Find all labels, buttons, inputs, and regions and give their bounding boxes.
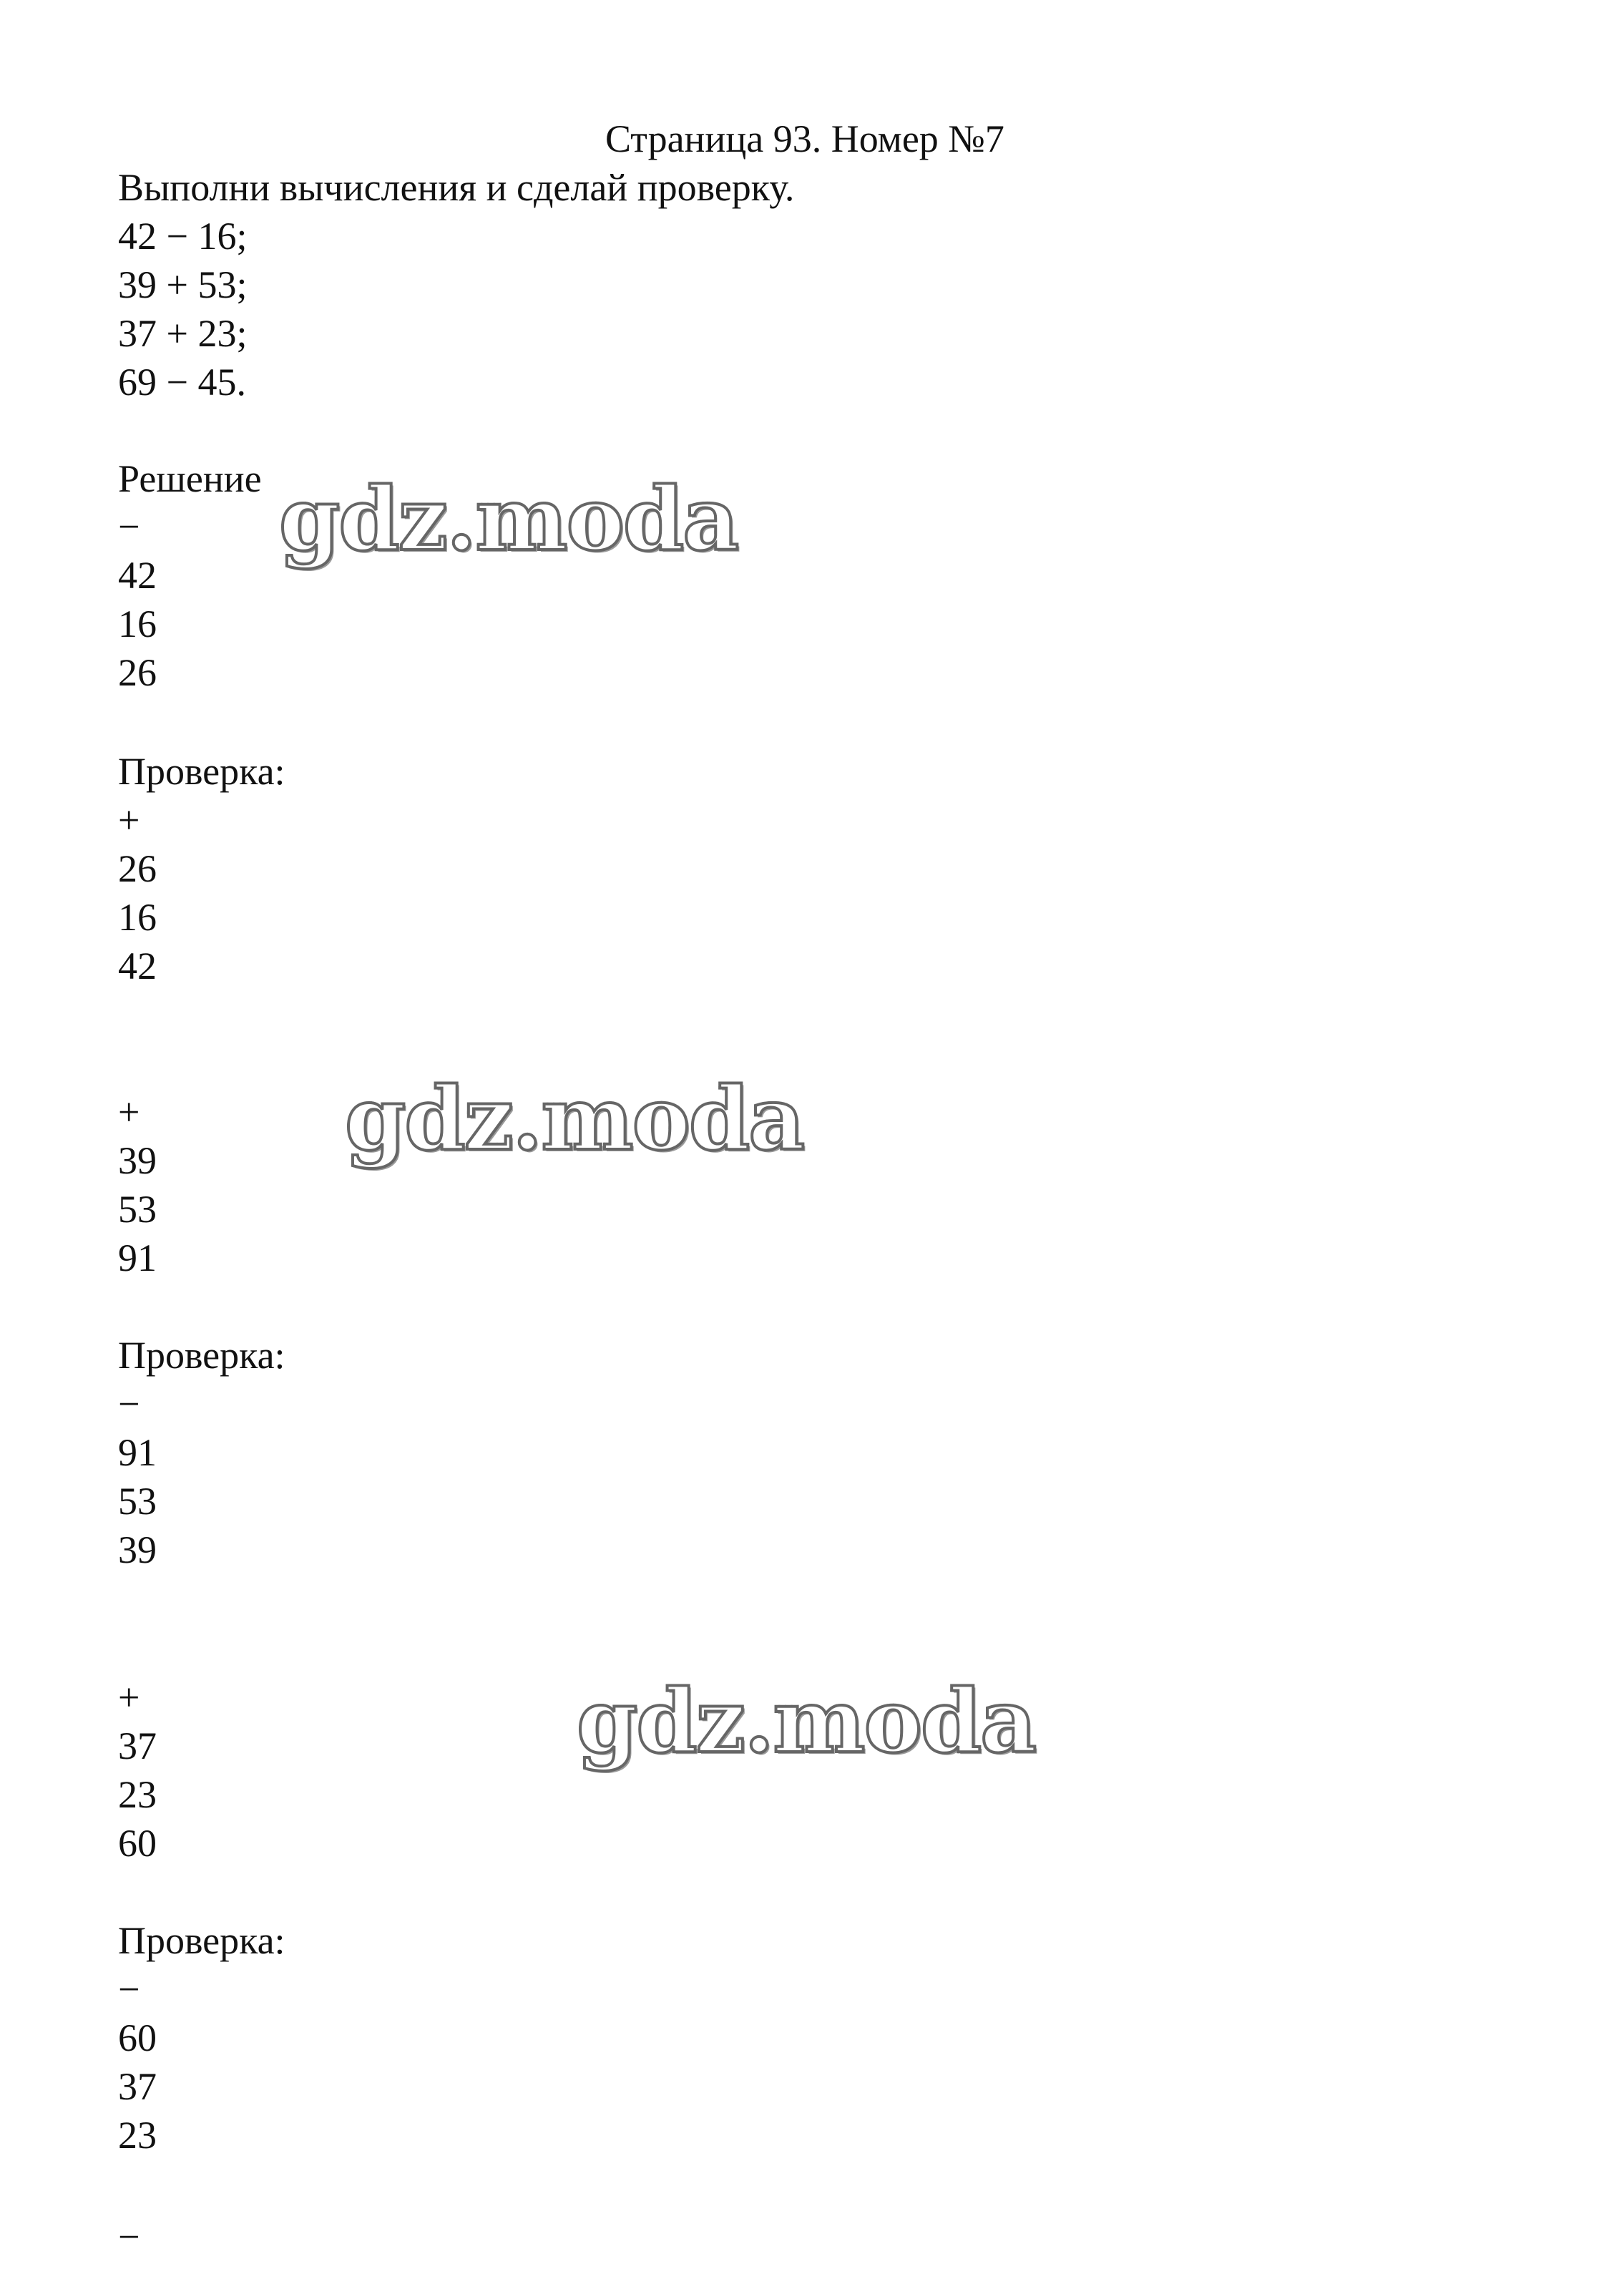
operand: 53 (118, 1480, 157, 1523)
solution-heading: Решение (118, 457, 262, 500)
operand: 37 (118, 1724, 157, 1767)
result: 39 (118, 1528, 157, 1571)
operation-sign: + (118, 799, 140, 841)
operand: 23 (118, 1773, 157, 1816)
operand: 26 (118, 847, 157, 890)
check-heading: Проверка: (118, 750, 285, 793)
operation-sign: − (118, 2215, 140, 2258)
expression: 37 + 23; (118, 312, 248, 355)
operand: 39 (118, 1139, 157, 1182)
operand: 16 (118, 602, 157, 645)
operation-sign: + (118, 1090, 140, 1133)
operand: 16 (118, 896, 157, 939)
watermark-logo: gdz.moda (345, 1067, 804, 1170)
expression: 69 − 45. (118, 361, 246, 404)
check-heading: Проверка: (118, 1334, 285, 1377)
watermark-logo: gdz.moda (279, 467, 738, 570)
result: 91 (118, 1236, 157, 1279)
operation-sign: − (118, 505, 140, 548)
result: 60 (118, 1822, 157, 1865)
operand: 37 (118, 2065, 157, 2108)
task-text: Выполни вычисления и сделай проверку. (118, 166, 795, 209)
check-heading: Проверка: (118, 1919, 285, 1962)
page-title: Страница 93. Номер №7 (605, 117, 1004, 160)
operand: 60 (118, 2016, 157, 2059)
watermark-logo: gdz.moda (577, 1669, 1036, 1772)
result: 26 (118, 651, 157, 694)
operand: 53 (118, 1188, 157, 1231)
operation-sign: − (118, 1968, 140, 2011)
operation-sign: − (118, 1382, 140, 1425)
operand: 91 (118, 1431, 157, 1474)
expression: 39 + 53; (118, 263, 248, 306)
result: 42 (118, 945, 157, 987)
result: 23 (118, 2114, 157, 2157)
operand: 42 (118, 554, 157, 597)
expression: 42 − 16; (118, 215, 248, 258)
operation-sign: + (118, 1676, 140, 1719)
